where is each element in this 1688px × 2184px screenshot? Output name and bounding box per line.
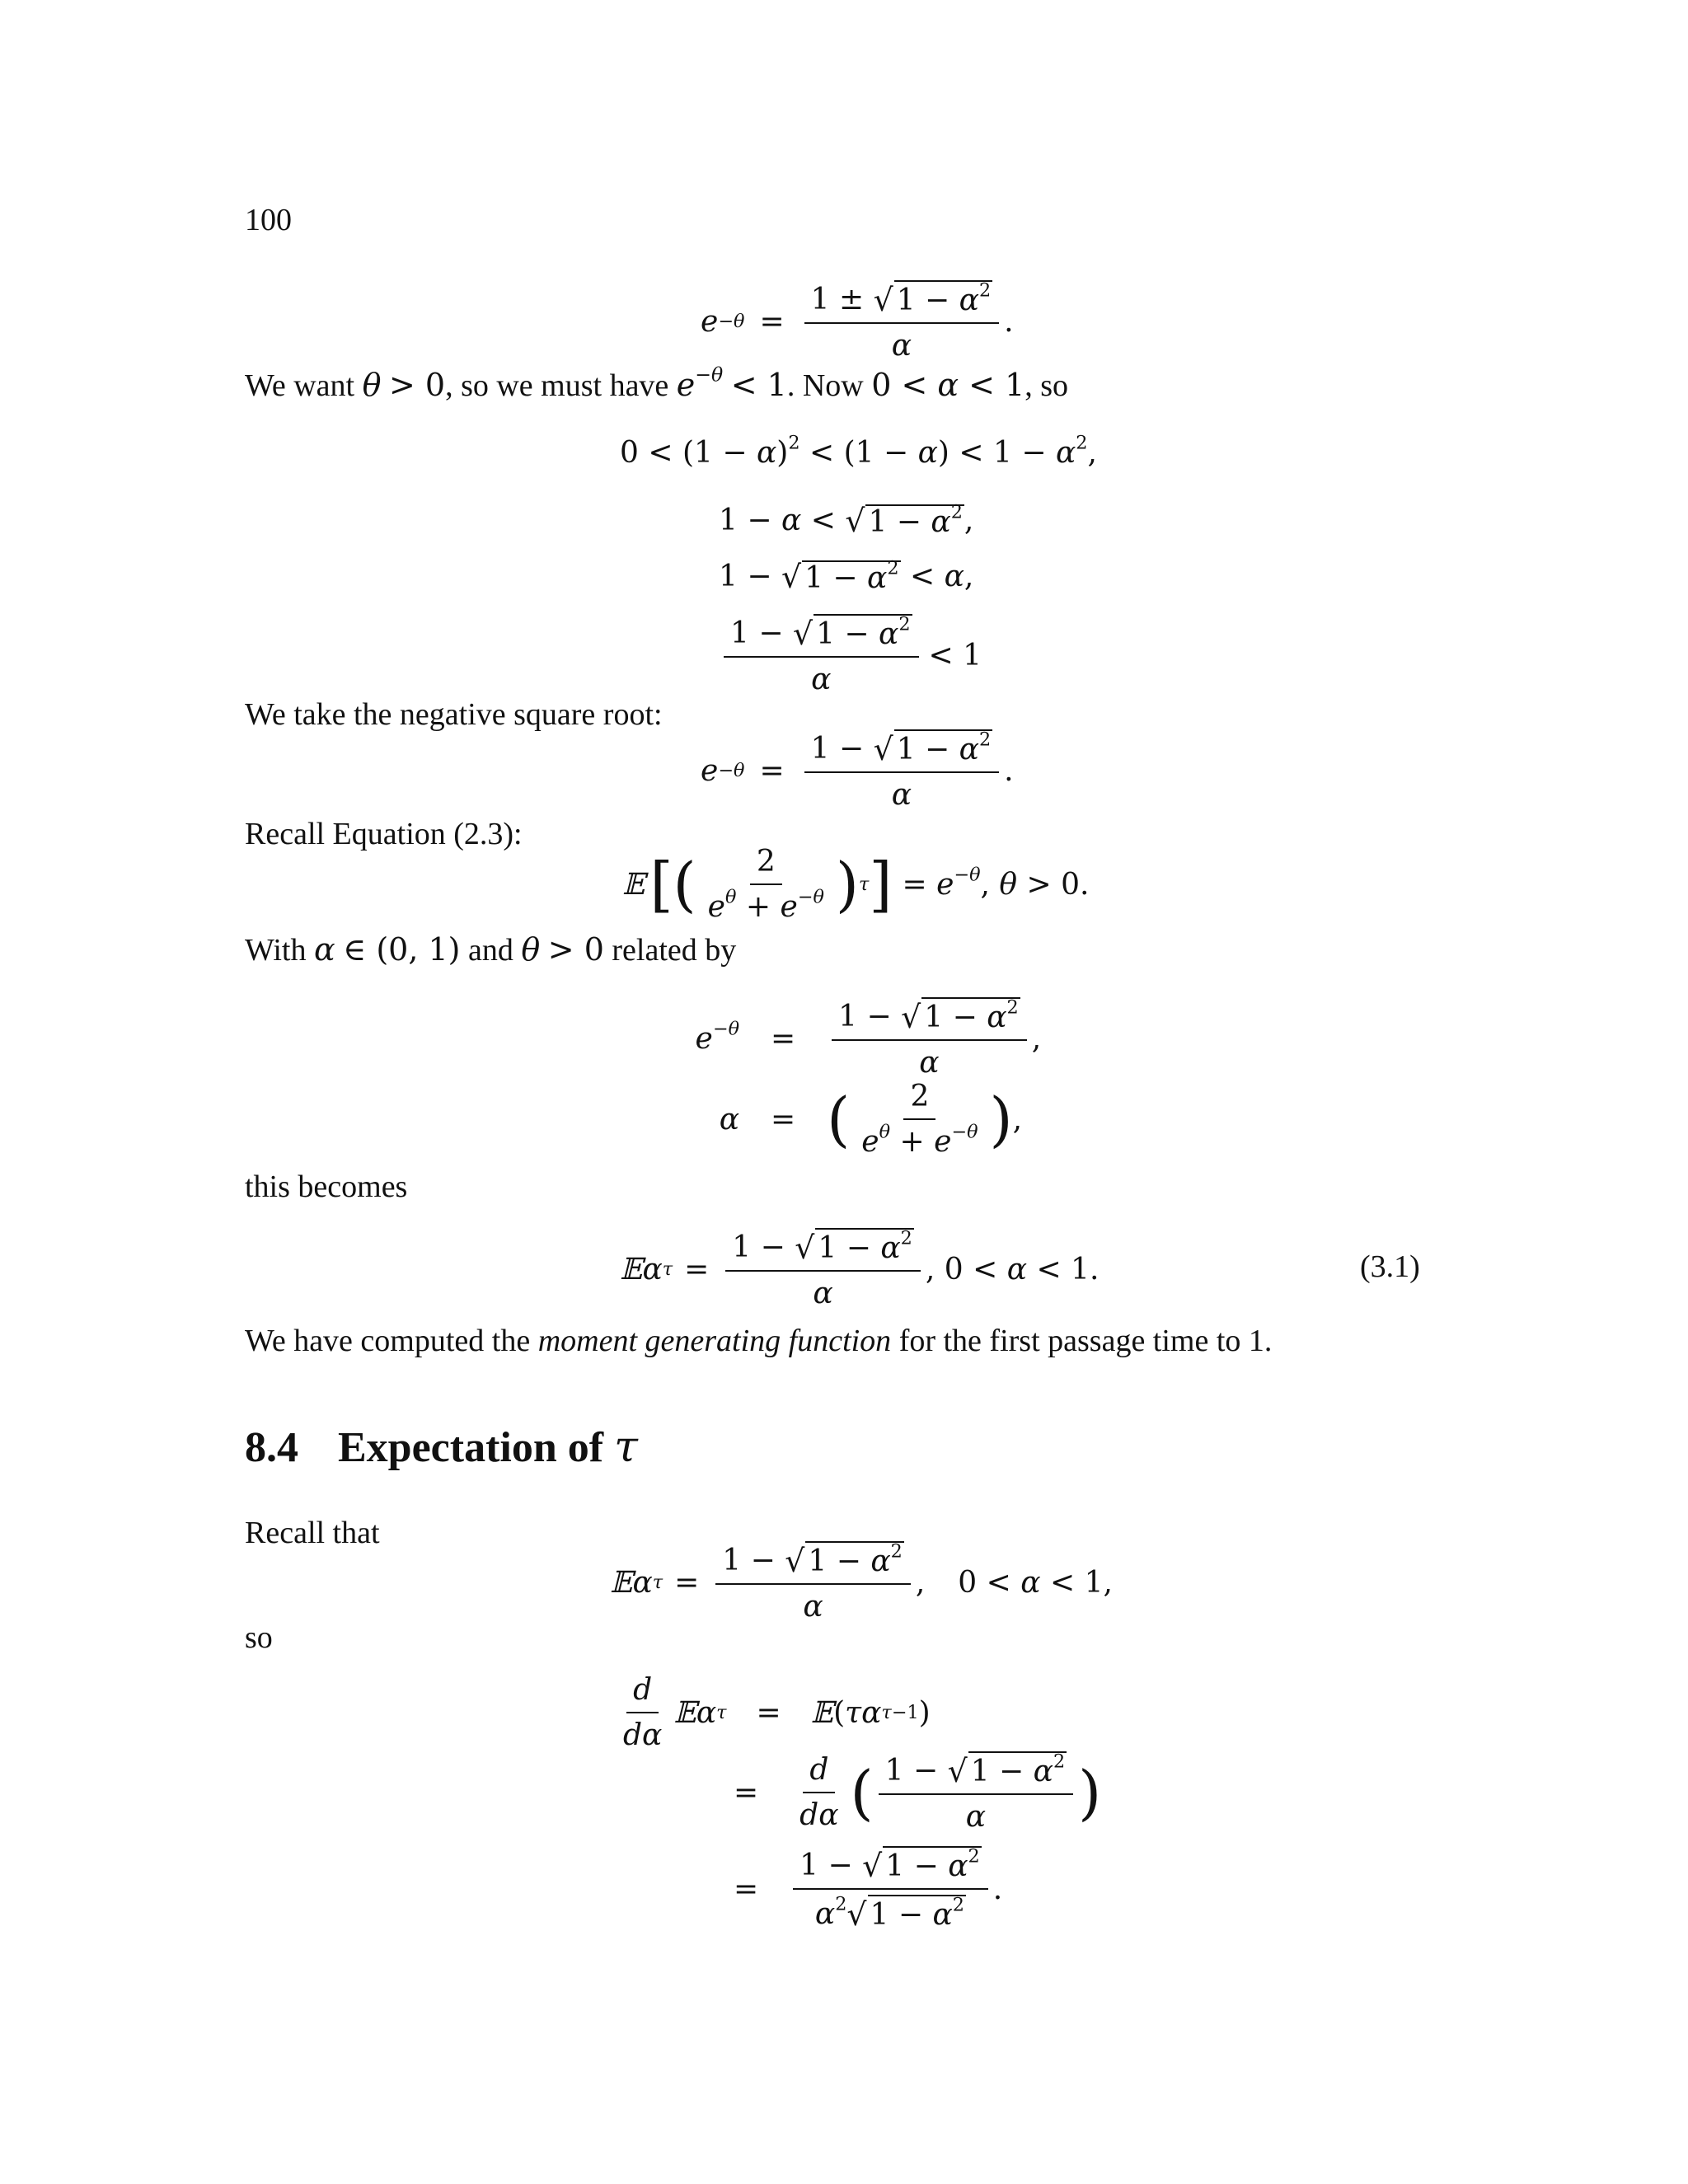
inequality-chain-3: 1 − √ $1 - \alpha^2$ < α, [719,557,974,595]
equation-3-1: 𝔼 α τ = 1 − √ $1 - \alpha^2$ α , 0 < α < 1. [620,1227,1100,1310]
derivative-line-1: $\frac{d}{d\alpha}$ 𝔼 α τ = 𝔼 ( τα τ−1 ) [623,1673,931,1752]
paragraph-recall-equation: Recall Equation (2.3): [245,817,523,851]
inequality-chain-1: $0 < (1 - \alpha)^2 < (1 - \alpha) < 1 - \alpha^2$, [620,432,1097,470]
derivative-line-2: = $\frac{d}{d\alpha}$ ( 1 − √ $1 - \alpha^2$ α ) [734,1750,1102,1834]
equation-number: (3.1) [1360,1249,1420,1284]
paragraph-moment-generating: We have computed the moment generating function for the first passage time to 1. [245,1324,1273,1358]
page-number: 100 [245,203,292,237]
paragraph-recall-that: Recall that [245,1516,380,1550]
equation-e-theta-minus: e −θ = 1 − √ $1 - \alpha^2$ α . [701,729,1014,812]
equation-expectation-recall: 𝔼 α τ = 1 − √ $1 - \alpha^2$ α , 0 < α < 1, [610,1540,1113,1624]
paragraph-this-becomes: this becomes [245,1169,408,1204]
paragraph-want-theta: We want θ > 0, so we must have $e^{-\theta} < 1$. Now 0 < α < 1, so [245,363,1069,403]
section-heading: 8.4 Expectation of τ [245,1422,638,1472]
paragraph-negative-root: We take the negative square root: [245,697,663,732]
system-line-2: α = ( $\frac{2}{e^\theta + e^{-\theta}}$ ) , [719,1080,1023,1159]
equation-2-3: 𝔼 [ ( $\frac{2}{e^\theta + e^{-\theta}}$ ) τ ] = $e^{-\theta}$, θ > 0. [622,845,1090,924]
derivative-line-3: = 1 − √ $1 - \alpha^2$ $\alpha^2$ √ $1 - \alpha^2$ . [734,1845,1003,1933]
system-line-1: $e^{-\theta}$ = 1 − √ $1 - \alpha^2$ α , [695,996,1042,1080]
equation-e-theta-plusminus: e −θ = 1 ± √ $1 - \alpha^2$ α . [701,279,1014,363]
paragraph-so: so [245,1620,273,1655]
inequality-chain-2: 1 − α < √ $1 - \alpha^2$ , [719,501,974,539]
inequality-chain-4: 1 − √ $1 - \alpha^2$ α < 1 [719,614,982,696]
paragraph-with-alpha: With α ∈ (0, 1) and θ > 0 related by [245,931,737,968]
